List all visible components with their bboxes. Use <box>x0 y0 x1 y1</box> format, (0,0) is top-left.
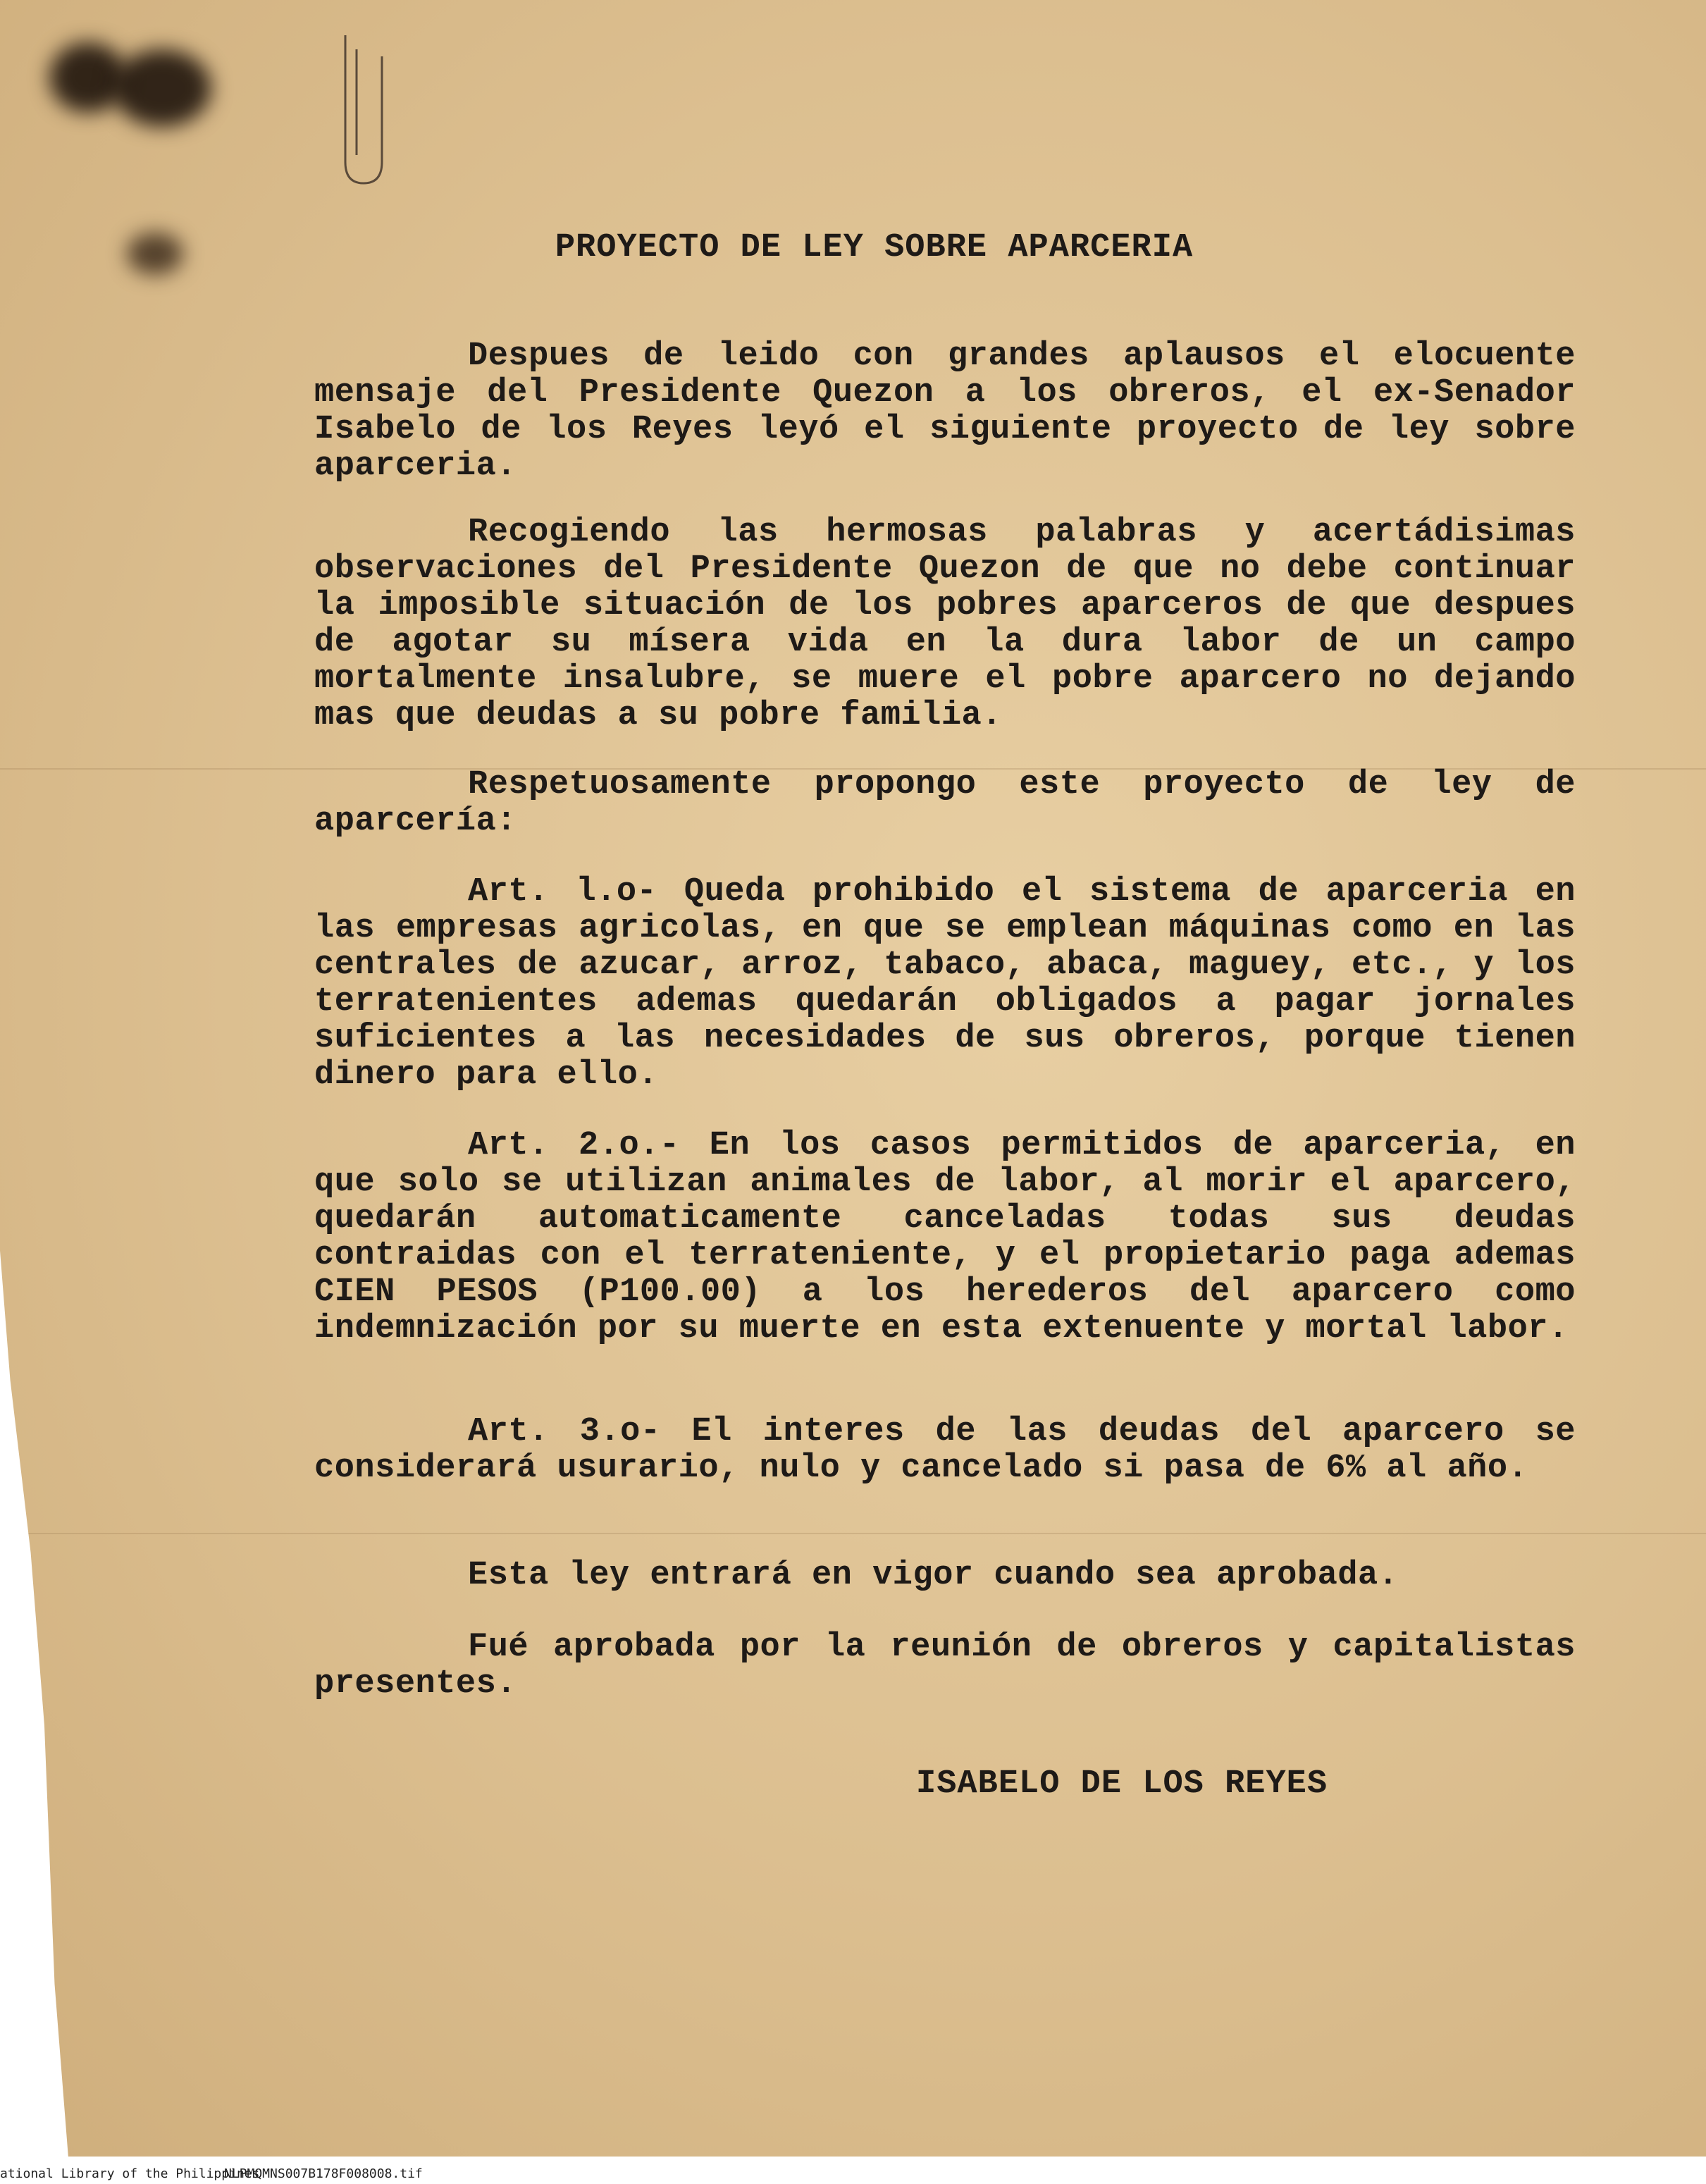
article-2: Art. 2.o.- En los casos permitidos de aparceria, en que solo se utilizan animales de labor, al morir el aparcero, quedarán automaticamente canceladas todas sus deudas contraidas con el terrateniente, y el propietario paga ademas CIEN PESOS (P100.00) a los herederos del aparcero como indemnización por su muerte en esta extenuente y mortal labor. <box>314 1127 1576 1347</box>
paragraph-proposal: Respetuosamente propongo este proyecto de ley de aparcería: <box>314 766 1576 840</box>
paragraph-approval: Fué aprobada por la reunión de obreros y capitalistas presentes. <box>314 1629 1576 1703</box>
signature-name: ISABELO DE LOS REYES <box>916 1765 1328 1803</box>
scan-footer <box>0 2161 1706 2184</box>
paragraph-enactment: Esta ley entrará en vigor cuando sea aprobada. <box>468 1557 1399 1594</box>
paragraph-observations: Recogiendo las hermosas palabras y acertádisimas observaciones del Presidente Quezon de que no debe continuar la imposible situación de los pobres aparceros de que despues de agotar su mísera vida en la dura labor de un campo mortalmente insalubre, se muere el pobre aparcero no dejando mas que deudas a su pobre familia. <box>314 514 1576 734</box>
file-name: NLPMQMNS007B178F008008.tif <box>224 2166 423 2181</box>
document-title: PROYECTO DE LEY SOBRE APARCERIA <box>555 229 1194 266</box>
fold-line <box>0 1533 1706 1534</box>
paperclip-mark <box>337 28 393 190</box>
article-1: Art. l.o- Queda prohibido el sistema de aparceria en las empresas agricolas, en que se emplean máquinas como en las centrales de azucar, arroz, tabaco, abaca, maguey, etc., y los terratenientes ademas quedarán obligados a pagar jornales suficientes a las necesidades de sus obreros, porque tienen dinero para ello. <box>314 873 1576 1094</box>
burn-stain <box>113 49 211 127</box>
article-3: Art. 3.o- El interes de las deudas del aparcero se considerará usurario, nulo y cancelado si pasa de 6% al año. <box>314 1413 1576 1487</box>
archive-label: ational Library of the Philippines <box>0 2166 260 2181</box>
paragraph-intro: Despues de leido con grandes aplausos el elocuente mensaje del Presidente Quezon a los obreros, el ex-Senador Isabelo de los Reyes leyó el siguiente proyecto de ley sobre aparceria. <box>314 338 1576 485</box>
